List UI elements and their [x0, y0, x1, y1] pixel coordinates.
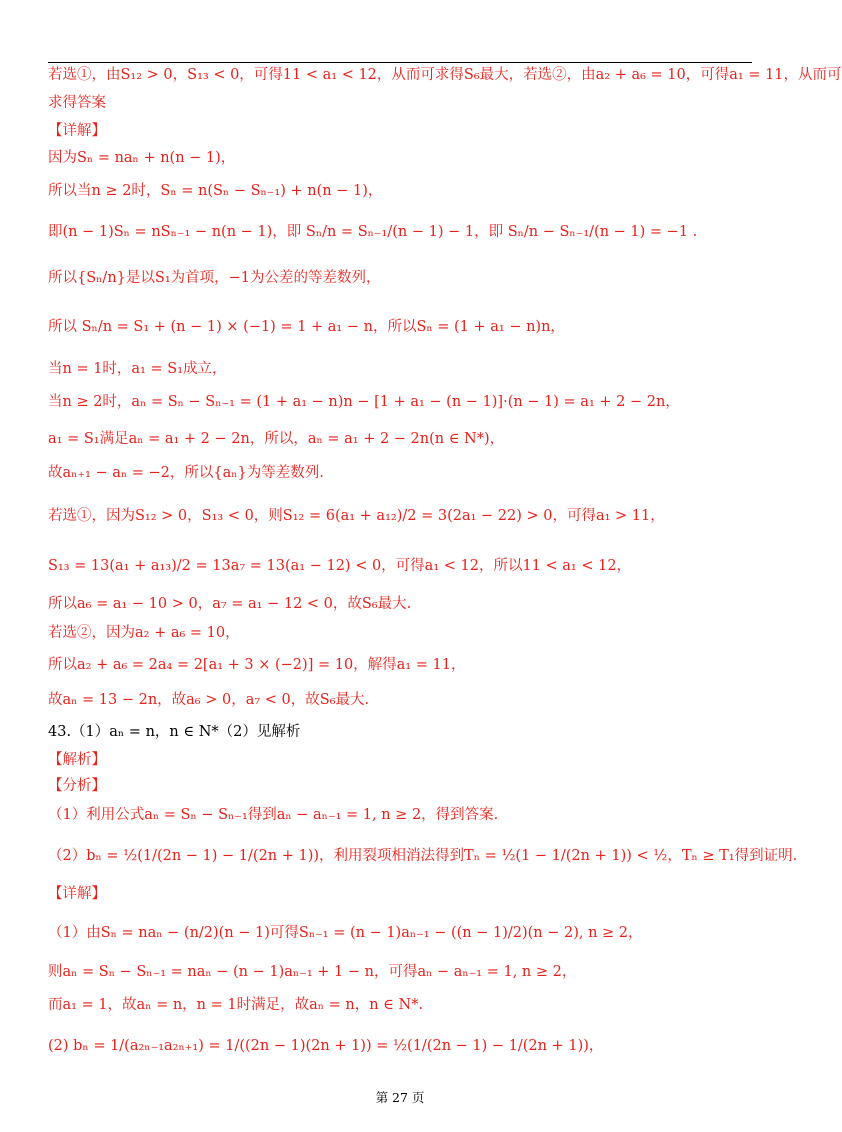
text-line: 所以 Sₙ/n = S₁ + (n − 1) × (−1) = 1 + a₁ − n，所以Sₙ = (1 + a₁ − n)n，	[48, 319, 565, 335]
text-line: 所以{Sₙ/n}是以S₁为首项，−1为公差的等差数列，	[48, 270, 381, 286]
section-heading: 【详解】	[48, 886, 106, 902]
text-line: 所以当n ≥ 2时，Sₙ = n(Sₙ − Sₙ₋₁) + n(n − 1)，	[48, 183, 383, 199]
text-line: S₁₃ = 13(a₁ + a₁₃)/2 = 13a₇ = 13(a₁ − 12) < 0，可得a₁ < 12，所以11 < a₁ < 12，	[48, 558, 632, 574]
question-header: 43.（1）aₙ = n，n ∈ N*（2）见解析	[48, 724, 301, 740]
text-line: 故aₙ₊₁ − aₙ = −2，所以{aₙ}为等差数列.	[48, 465, 324, 481]
text-line: （2）bₙ = ½(1/(2n − 1) − 1/(2n + 1))，利用裂项相消法得到Tₙ = ½(1 − 1/(2n + 1)) < ½，Tₙ ≥ T₁得到证明.	[48, 848, 798, 864]
text-line: 则aₙ = Sₙ − Sₙ₋₁ = naₙ − (n − 1)aₙ₋₁ + 1 − n，可得aₙ − aₙ₋₁ = 1, n ≥ 2，	[48, 964, 577, 980]
text-line: （1）由Sₙ = naₙ − (n/2)(n − 1)可得Sₙ₋₁ = (n − 1)aₙ₋₁ − ((n − 1)/2)(n − 2), n ≥ 2，	[48, 925, 643, 941]
text-line: (2) bₙ = 1/(a₂ₙ₋₁a₂ₙ₊₁) = 1/((2n − 1)(2n + 1)) = ½(1/(2n − 1) − 1/(2n + 1))，	[48, 1038, 604, 1054]
text-line: 所以a₂ + a₆ = 2a₄ = 2[a₁ + 3 × (−2)] = 10，解得a₁ = 11，	[48, 657, 466, 673]
text-line: 若选①，因为S₁₂ > 0，S₁₃ < 0，则S₁₂ = 6(a₁ + a₁₂)/2 = 3(2a₁ − 22) > 0，可得a₁ > 11，	[48, 508, 665, 524]
text-line: 若选①，由S₁₂ > 0，S₁₃ < 0，可得11 < a₁ < 12，从而可求得S₆最大，若选②，由a₂ + a₆ = 10，可得a₁ = 11，从而可	[48, 67, 842, 83]
text-line: 当n ≥ 2时，aₙ = Sₙ − Sₙ₋₁ = (1 + a₁ − n)n − [1 + a₁ − (n − 1)]·(n − 1) = a₁ + 2 − 2n，	[48, 394, 680, 410]
section-heading: 【分析】	[48, 778, 106, 794]
text-line: 求得答案	[48, 95, 106, 111]
text-line: 即(n − 1)Sₙ = nSₙ₋₁ − n(n − 1)，即 Sₙ/n = Sₙ₋₁/(n − 1) − 1，即 Sₙ/n − Sₙ₋₁/(n − 1) = −1 .	[48, 224, 698, 240]
text-line: 若选②，因为a₂ + a₆ = 10，	[48, 625, 240, 641]
page-number: 第 27 页	[375, 1090, 425, 1105]
text-line: 故aₙ = 13 − 2n，故a₆ > 0，a₇ < 0，故S₆最大.	[48, 692, 370, 708]
text-line: 所以a₆ = a₁ − 10 > 0，a₇ = a₁ − 12 < 0，故S₆最大.	[48, 596, 412, 612]
section-heading: 【解析】	[48, 752, 106, 768]
text-line: 而a₁ = 1，故aₙ = n，n = 1时满足，故aₙ = n，n ∈ N*.	[48, 997, 424, 1013]
header-rule	[48, 62, 752, 63]
text-line: 当n = 1时，a₁ = S₁成立，	[48, 361, 227, 377]
text-line: a₁ = S₁满足aₙ = a₁ + 2 − 2n，所以，aₙ = a₁ + 2 − 2n(n ∈ N*)，	[48, 431, 505, 447]
text-line: 因为Sₙ = naₙ + n(n − 1)，	[48, 150, 236, 166]
section-heading: 【详解】	[48, 123, 106, 139]
text-line: （1）利用公式aₙ = Sₙ − Sₙ₋₁得到aₙ − aₙ₋₁ = 1, n ≥ 2，得到答案.	[48, 807, 499, 823]
